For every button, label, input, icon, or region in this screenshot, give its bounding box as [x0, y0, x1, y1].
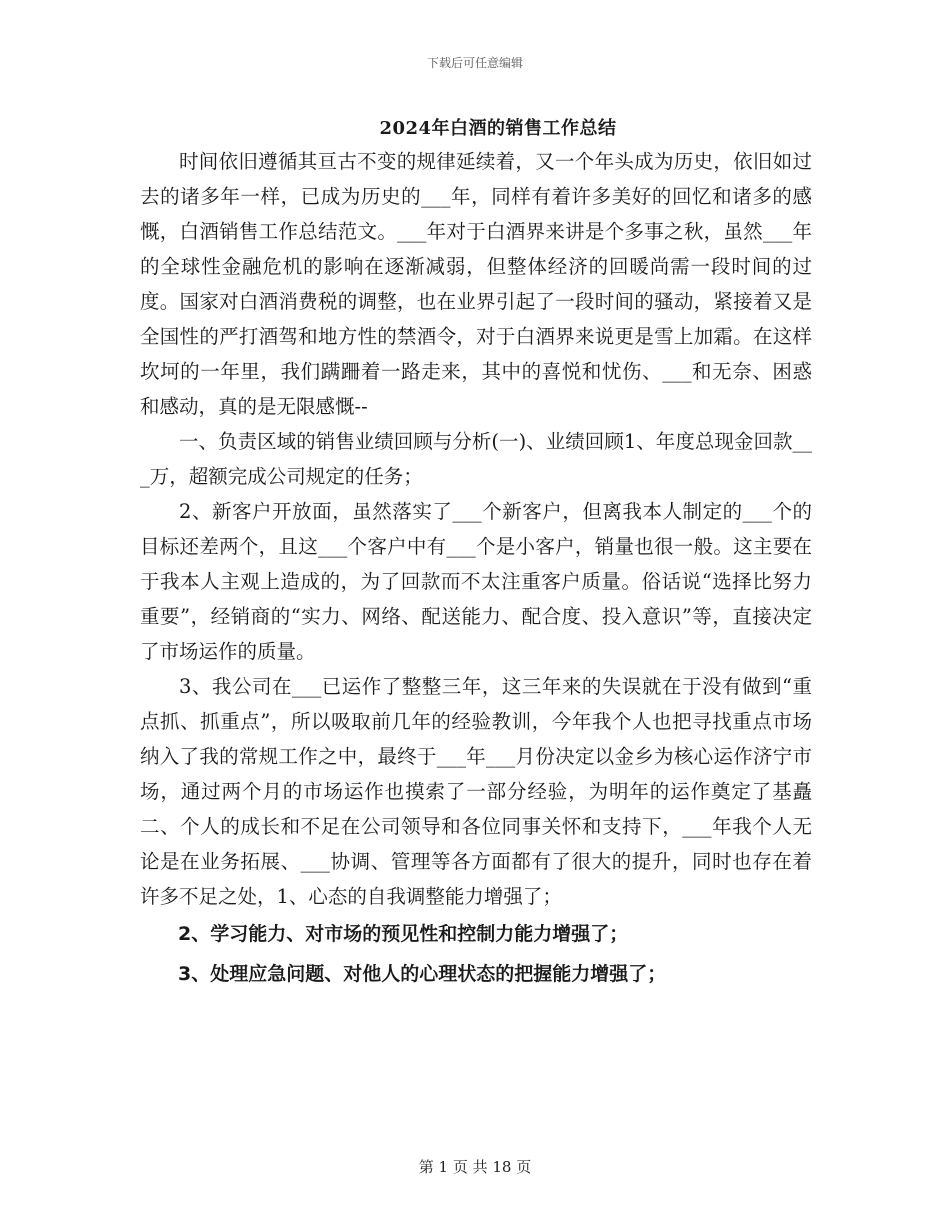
document-body: [140, 144, 812, 994]
page-footer: 第 1 页 共 18 页: [418, 1158, 532, 1176]
bold-item-emergency: 3、处理应急问题、对他人的心理状态的把握能力增强了；: [178, 963, 667, 985]
bold-item-learning: 2、学习能力、对市场的预见性和控制力能力增强了；: [178, 923, 629, 945]
paragraph-market-operation: 3、我公司在___已运作了整整三年，这三年来的失误就在于没有做到“重点抓、抓重点”，所以吸取前几年的经验教训，今年我个人也把寻找重点市场纳入了我的常规工作之中，最终于___年___月份决定以金乡为核心运作济宁市场，通过两个月的市场运作也摸索了一部分经验，为明年的运作奠定了基矗二、个人的成长和不足在公司领导和各位同事关怀和支持下，___年我个人无论是在业务拓展、___协调、管理等各方面都有了很大的提升，同时也存在着许多不足之处，1、心态的自我调整能力增强了；: [140, 675, 812, 908]
header-note: 下载后可任意编辑: [426, 56, 523, 70]
document-title: 2024年白酒的销售工作总结: [379, 118, 617, 139]
paragraph-new-customers: 2、新客户开放面，虽然落实了___个新客户，但离我本人制定的___个的目标还差两个，且这___个客户中有___个是小客户，销量也很一般。这主要在于我本人主观上造成的，为了回款而不太注重客户质量。俗话说“选择比努力重要”，经销商的“实力、网络、配送能力、配合度、投入意识”等，直接决定了市场运作的质量。: [140, 500, 812, 663]
paragraph-intro: 时间依旧遵循其亘古不变的规律延续着，又一个年头成为历史，依旧如过去的诸多年一样，已成为历史的___年，同样有着许多美好的回忆和诸多的感慨，白酒销售工作总结范文。___年对于白酒界来讲是个多事之秋，虽然___年的全球性金融危机的影响在逐渐减弱，但整体经济的回暖尚需一段时间的过度。国家对白酒消费税的调整，也在业界引起了一段时间的骚动，紧接着又是全国性的严打酒驾和地方性的禁酒令，对于白酒界来说更是雪上加霜。在这样坎坷的一年里，我们蹒跚着一路走来，其中的喜悦和忧伤、___和无奈、困惑和感动，真的是无限感慨--: [140, 150, 812, 418]
paragraph-section-one: 一、负责区域的销售业绩回顾与分析(一)、业绩回顾1、年度总现金回款___万，超额完成公司规定的任务；: [140, 430, 812, 488]
